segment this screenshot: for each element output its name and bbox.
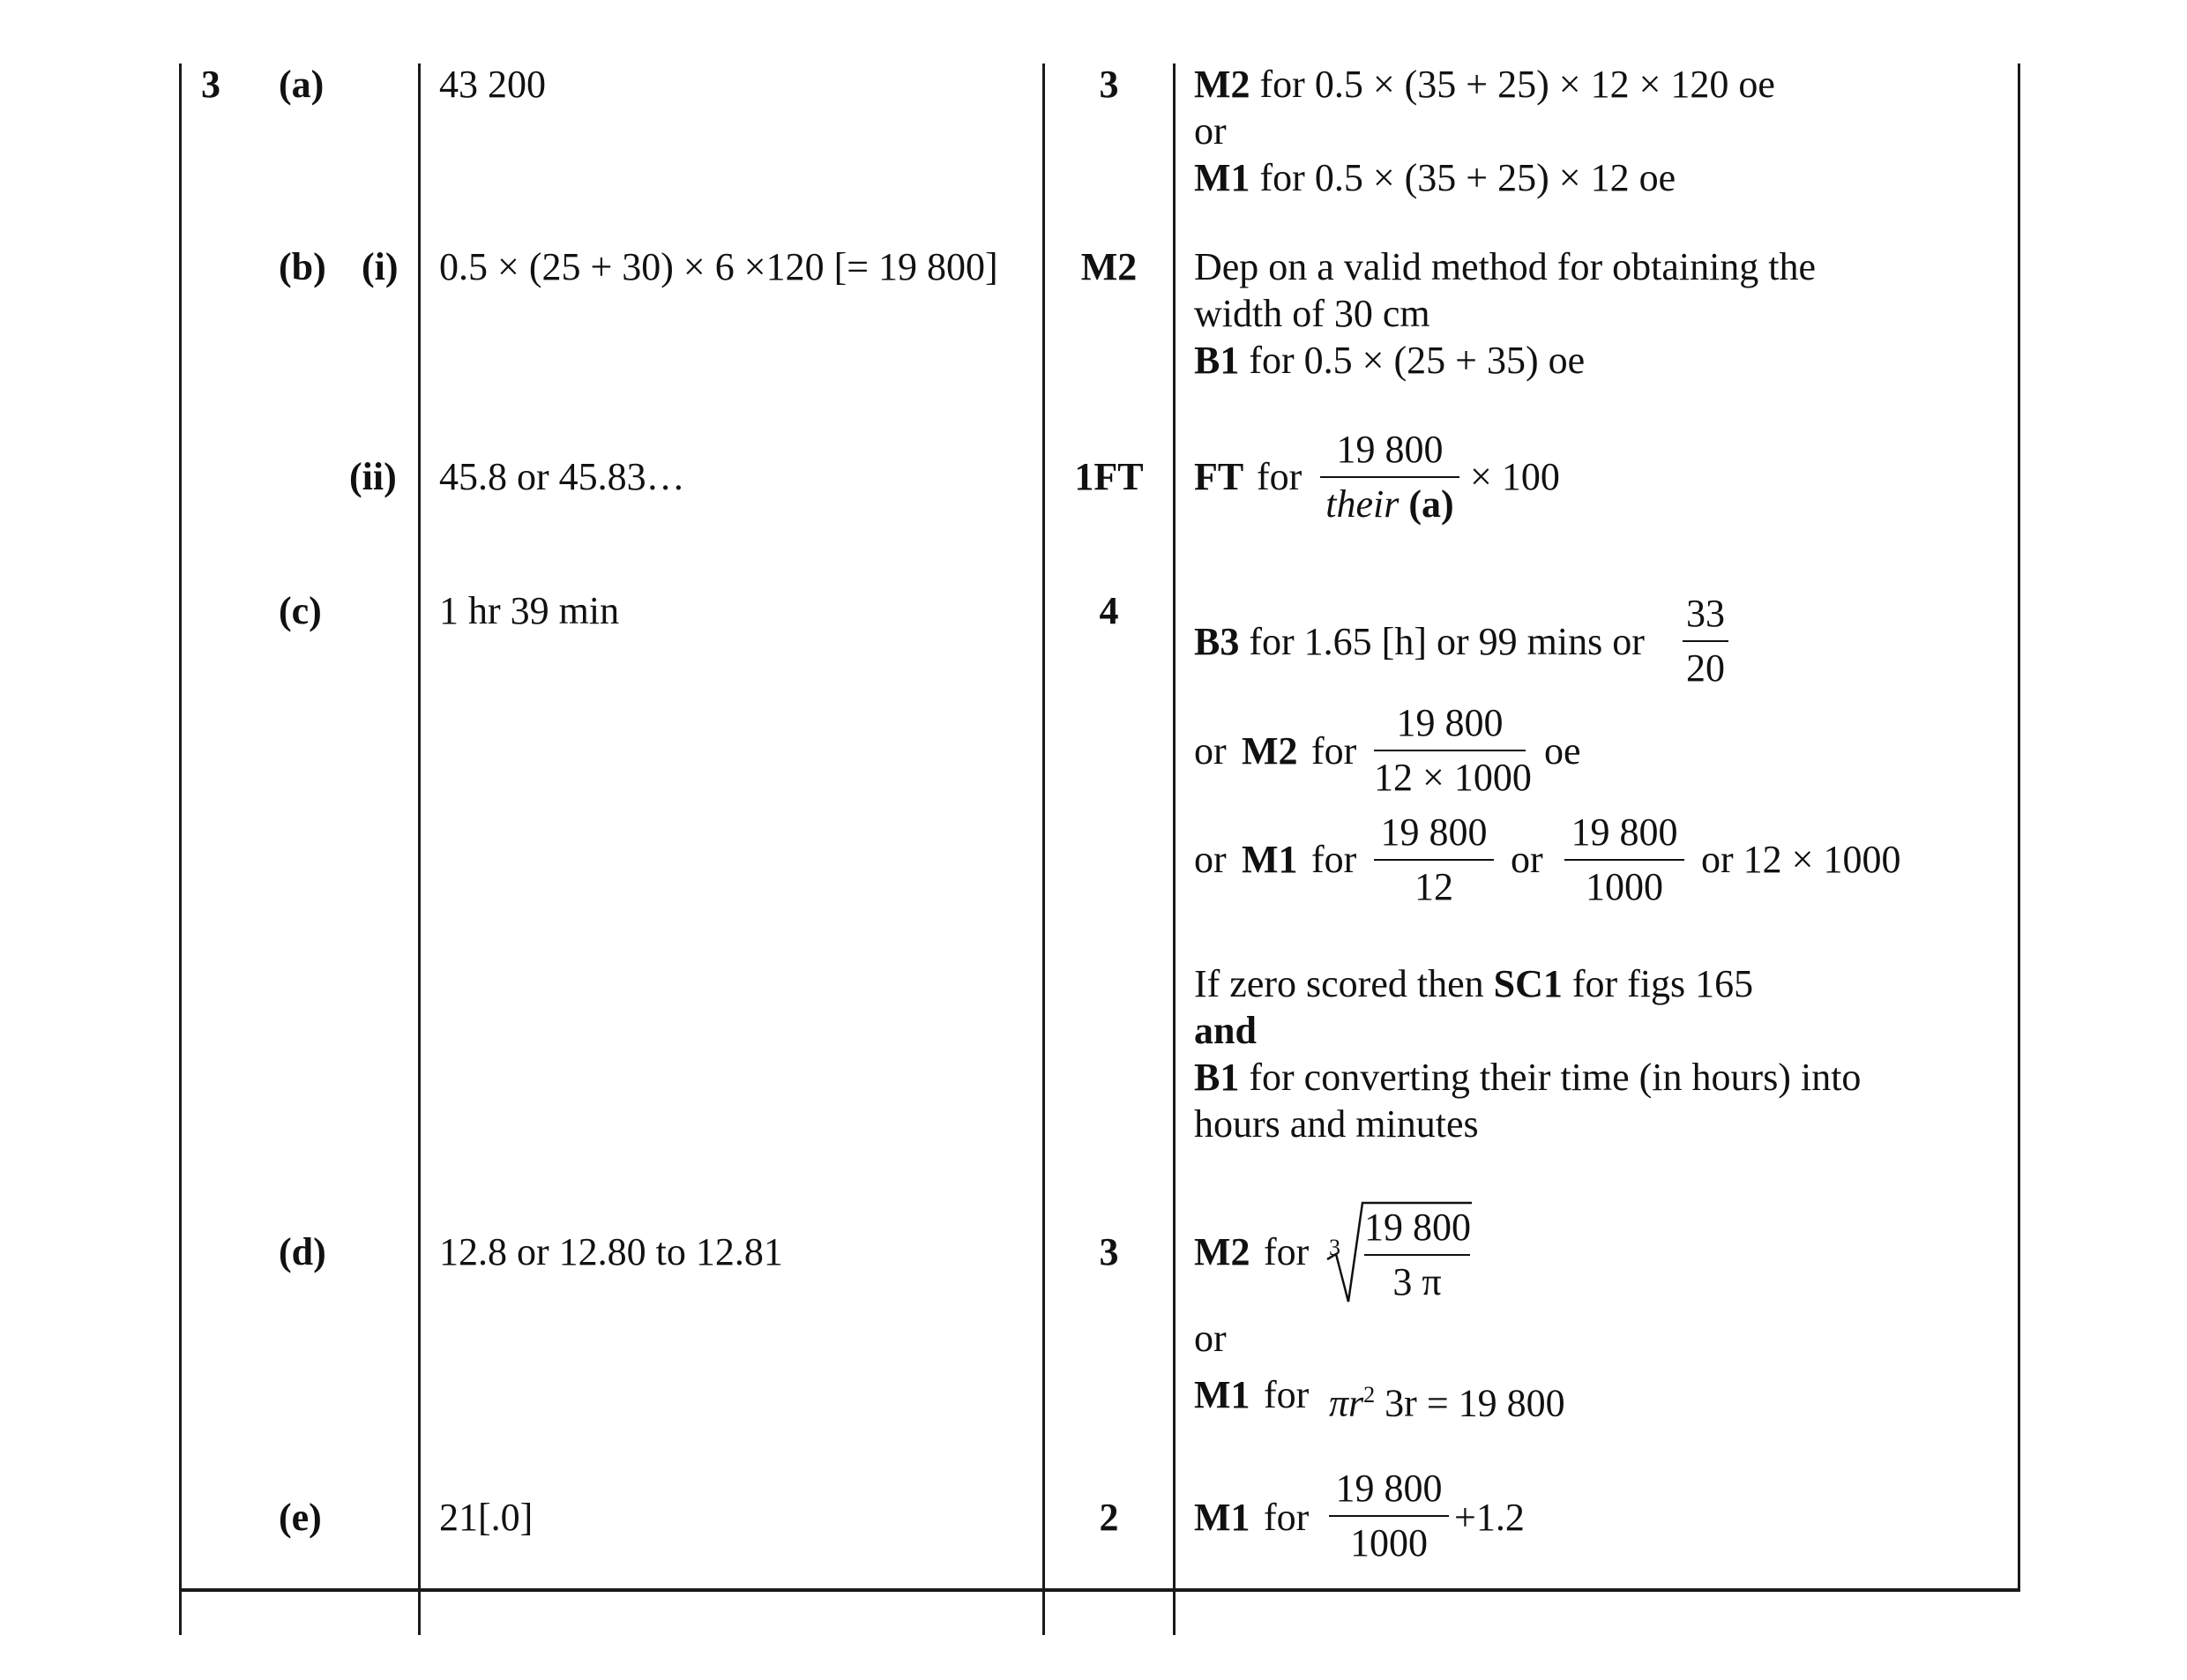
subpart-label-b-ii: (ii) [349,455,397,498]
guidance-b-i-line3 [1194,338,1585,384]
table-border-left [179,63,182,1635]
guidance-text: for 0.5 × (25 + 35) oe [1239,339,1586,382]
mark-code-m2: M2 [1194,1230,1250,1273]
fraction-denominator: 12 × 1000 [1374,756,1532,799]
part-label-d: (d) [279,1230,326,1273]
fraction-numerator: 19 800 [1336,428,1444,471]
expr-rest: 3r = 19 800 [1375,1381,1565,1425]
guidance-d-or: or [1194,1317,1227,1360]
marks-b-i: M2 [1080,245,1138,288]
guidance-plus-1-2: +1.2 [1454,1496,1525,1539]
marks-e: 2 [1099,1496,1119,1539]
guidance-for: for [1257,455,1302,498]
part-label-b: (b) [279,245,326,288]
guidance-a-line3 [1194,155,1676,201]
guidance-c-and: and [1194,1009,1257,1052]
table-bottom-rule [179,1588,2019,1592]
fraction-bar [1374,750,1526,751]
column-divider-answer [1042,63,1045,1635]
fraction-bar [1374,859,1494,861]
marks-c: 4 [1099,589,1119,632]
guidance-c-zero-scored [1194,961,1753,1007]
column-divider-part [418,63,421,1635]
fraction-denominator [1320,482,1459,527]
column-divider-marks [1173,63,1176,1635]
fraction-bar [1329,1515,1449,1517]
guidance-c-b1 [1194,1055,1861,1101]
marks-a: 3 [1099,63,1119,106]
fraction-bar [1320,476,1459,478]
guidance-for: for [1311,838,1357,881]
mark-code: M2 [1194,63,1250,106]
guidance-for: for [1264,1373,1310,1416]
guidance-b-i-line1: Dep on a valid method for obtaining the [1194,245,1817,288]
fraction-c-m2 [1374,700,1532,806]
their-text: their [1325,482,1400,526]
guidance-for: for [1311,729,1357,773]
fraction-numerator: 33 [1686,592,1725,635]
mark-code: M1 [1194,156,1250,199]
guidance-text: for 1.65 [h] or 99 mins or [1239,620,1645,663]
fraction-c-m1-a [1374,810,1494,915]
fraction-e [1329,1466,1449,1572]
expr-exponent: 2 [1363,1382,1376,1407]
guidance-text: for converting their time (in hours) into [1239,1056,1862,1099]
guidance-a-line1 [1194,62,1775,108]
mark-code: B1 [1194,339,1240,382]
fraction-bar [1564,859,1684,861]
guidance-c-or-1: or [1194,729,1227,773]
fraction-numerator: 19 800 [1335,1467,1443,1510]
question-number: 3 [201,63,220,106]
part-ref: (a) [1408,482,1454,526]
fraction-denominator: 3 π [1392,1260,1442,1303]
answer-b-i: 0.5 × (25 + 30) × 6 ×120 [= 19 800] [439,245,998,288]
fraction-b-ii [1320,427,1459,533]
guidance-b-i-line2: width of 30 cm [1194,292,1430,335]
fraction-numerator: 19 800 [1380,810,1488,854]
mark-code-ft: FT [1194,455,1244,498]
table-border-right [2018,63,2020,1592]
cube-root-index: 3 [1329,1235,1340,1260]
guidance-c-or-2: or [1194,838,1227,881]
fraction-numerator: 19 800 [1364,1206,1471,1249]
subpart-label-b-i: (i) [362,245,399,288]
guidance-text: for figs 165 [1562,962,1754,1005]
marks-b-ii: 1FT [1074,455,1144,498]
fraction-numerator: 19 800 [1396,701,1504,744]
answer-a: 43 200 [439,63,546,106]
fraction-denominator: 1000 [1350,1521,1428,1564]
guidance-or-12x1000: or 12 × 1000 [1701,838,1901,881]
fraction-33-20 [1683,591,1728,697]
mark-code-m1: M1 [1242,838,1298,881]
fraction-numerator: 19 800 [1571,810,1678,854]
mark-code-m1: M1 [1194,1496,1250,1539]
guidance-for: for [1264,1496,1310,1539]
guidance-for: for [1264,1230,1310,1273]
expr-pi-r: πr [1329,1381,1364,1425]
fraction-denominator: 20 [1686,646,1725,690]
answer-e: 21[.0] [439,1496,534,1539]
answer-b-ii: 45.8 or 45.83… [439,455,685,498]
part-label-e: (e) [279,1496,322,1539]
answer-d: 12.8 or 12.80 to 12.81 [439,1230,783,1273]
guidance-text: for 0.5 × (35 + 25) × 12 oe [1250,156,1676,199]
answer-c: 1 hr 39 min [439,589,620,632]
part-label-a: (a) [279,63,325,106]
mark-code-m1: M1 [1194,1373,1250,1416]
guidance-text: If zero scored then [1194,962,1494,1005]
guidance-a-line2: or [1194,109,1227,153]
mark-code: SC1 [1493,962,1563,1005]
fraction-denominator: 1000 [1586,865,1663,908]
fraction-bar [1683,640,1728,642]
fraction-d [1364,1205,1470,1310]
guidance-c-line1 [1194,619,1645,665]
mark-code: B1 [1194,1056,1240,1099]
mark-code-m2: M2 [1242,729,1298,773]
part-label-c: (c) [279,589,322,632]
guidance-times-100: × 100 [1470,455,1560,498]
mark-code: B3 [1194,620,1240,663]
marks-d: 3 [1099,1230,1119,1273]
guidance-d-expression [1329,1372,1565,1427]
fraction-bar [1364,1254,1470,1256]
guidance-or-mid: or [1511,838,1543,881]
fraction-c-m1-b [1564,810,1684,915]
guidance-oe: oe [1544,729,1581,773]
guidance-text: for 0.5 × (35 + 25) × 12 × 120 oe [1250,63,1775,106]
guidance-c-hours-minutes: hours and minutes [1194,1102,1479,1146]
fraction-denominator: 12 [1414,865,1453,908]
